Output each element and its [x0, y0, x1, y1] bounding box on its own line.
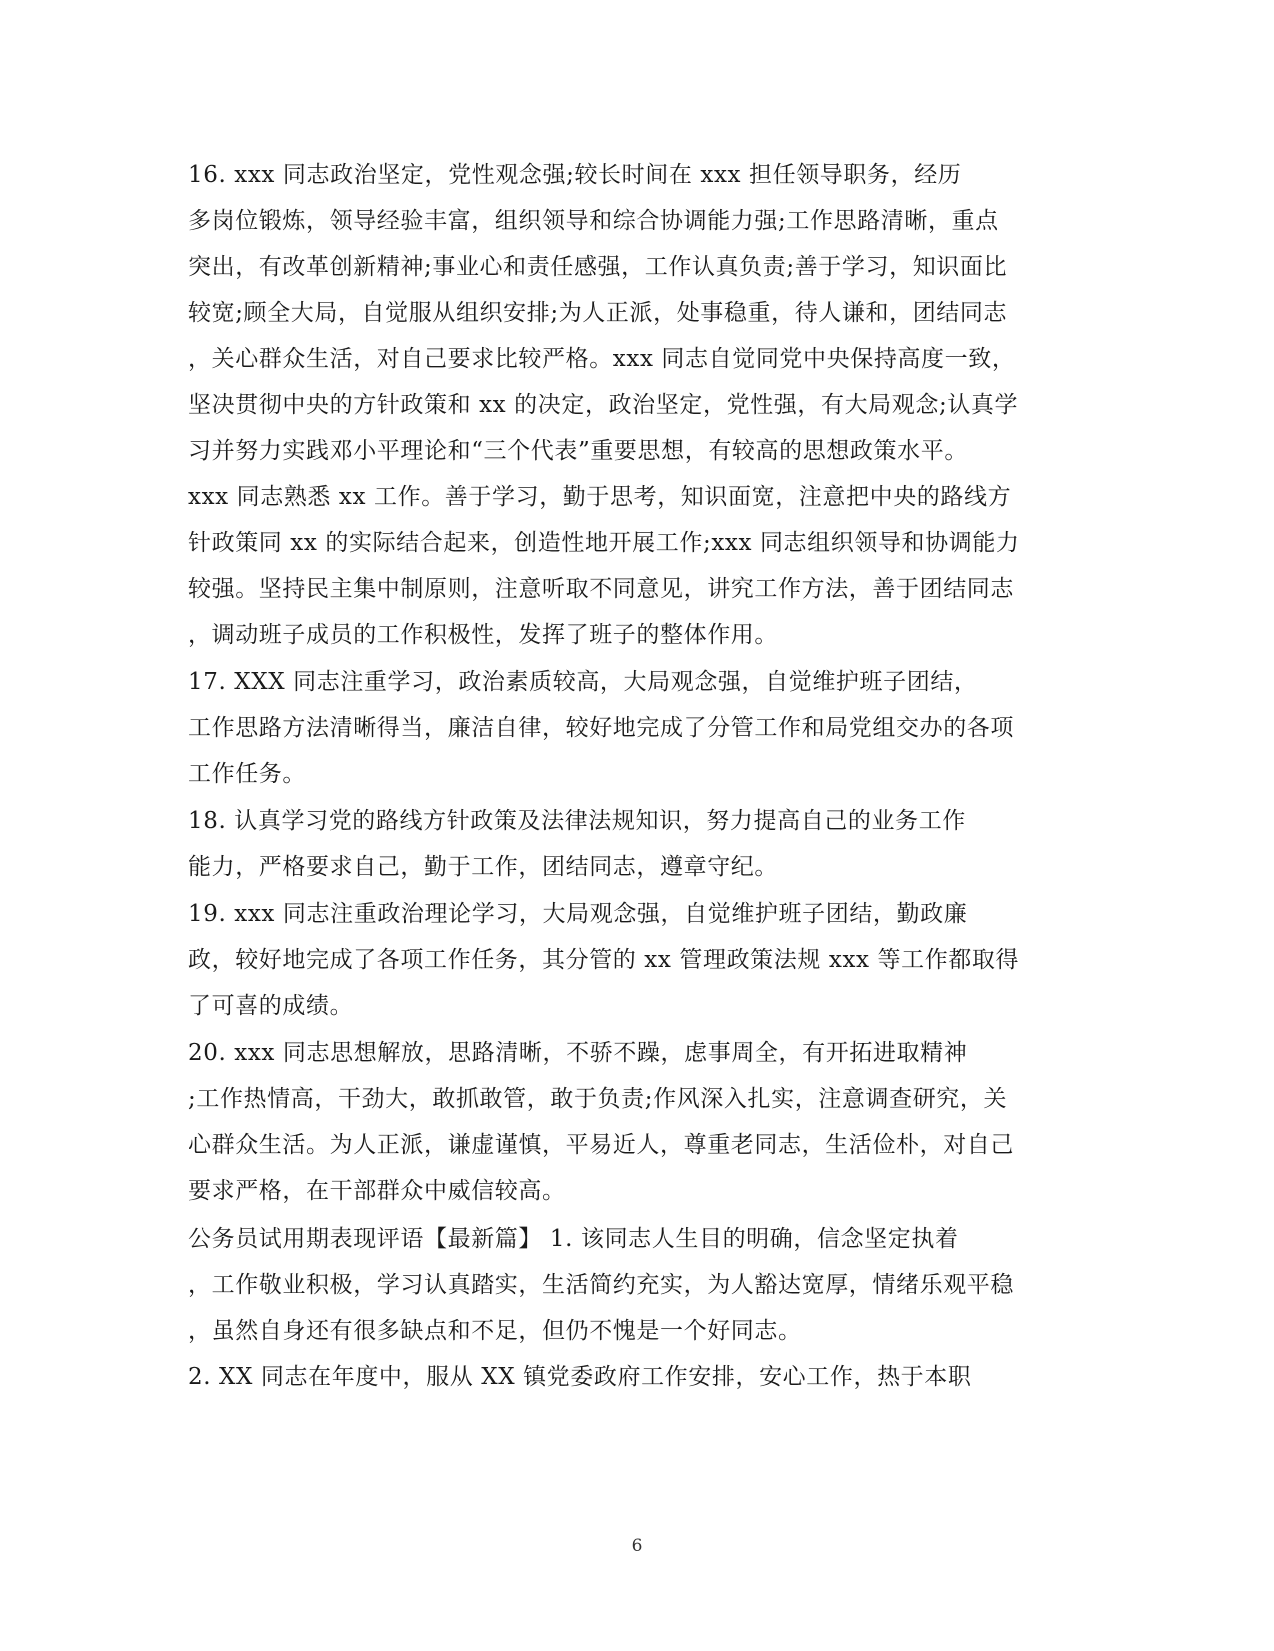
text-line: ;工作热情高，干劲大，敢抓敢管，敢于负责;作风深入扎实，注意调查研究，关	[188, 1086, 1008, 1112]
text-line: 19. xxx 同志注重政治理论学习，大局观念强，自觉维护班子团结，勤政廉	[188, 901, 968, 927]
text-line: 多岗位锻炼，领导经验丰富，组织领导和综合协调能力强;工作思路清晰，重点	[188, 208, 999, 234]
text-line: 能力，严格要求自己，勤于工作，团结同志，遵章守纪。	[188, 854, 778, 880]
text-line: 政，较好地完成了各项工作任务，其分管的 xx 管理政策法规 xxx 等工作都取得	[188, 947, 1020, 973]
text-line: 16. xxx 同志政治坚定，党性观念强;较长时间在 xxx 担任领导职务，经历	[188, 162, 962, 188]
text-line: ，虽然自身还有很多缺点和不足，但仍不愧是一个好同志。	[188, 1318, 802, 1344]
text-line: 了可喜的成绩。	[188, 993, 354, 1019]
text-line: 较强。坚持民主集中制原则，注意听取不同意见，讲究工作方法，善于团结同志	[188, 576, 1014, 602]
text-line: xxx 同志熟悉 xx 工作。善于学习，勤于思考，知识面宽，注意把中央的路线方	[188, 484, 1012, 510]
text-line: 18. 认真学习党的路线方针政策及法律法规知识，努力提高自己的业务工作	[188, 808, 966, 834]
text-line: 针政策同 xx 的实际结合起来，创造性地开展工作;xxx 同志组织领导和协调能力	[188, 530, 1020, 556]
text-line: 突出，有改革创新精神;事业心和责任感强，工作认真负责;善于学习，知识面比	[188, 254, 1008, 280]
text-line: 坚决贯彻中央的方针政策和 xx 的决定，政治坚定，党性强，有大局观念;认真学	[188, 392, 1019, 418]
text-line: ，工作敬业积极，学习认真踏实，生活简约充实，为人豁达宽厚，情绪乐观平稳	[188, 1272, 1014, 1298]
page-number: 6	[631, 1536, 643, 1556]
text-line: 心群众生活。为人正派，谦虚谨慎，平易近人，尊重老同志，生活俭朴，对自己	[188, 1132, 1014, 1158]
text-line: 工作思路方法清晰得当，廉洁自律，较好地完成了分管工作和局党组交办的各项	[188, 715, 1014, 741]
text-line: ，关心群众生活，对自己要求比较严格。xxx 同志自觉同党中央保持高度一致，	[188, 346, 1016, 372]
text-line: 要求严格，在干部群众中威信较高。	[188, 1178, 566, 1204]
text-line: ，调动班子成员的工作积极性，发挥了班子的整体作用。	[188, 622, 778, 648]
text-line: 较宽;顾全大局，自觉服从组织安排;为人正派，处事稳重，待人谦和，团结同志	[188, 300, 1008, 326]
text-line: 习并努力实践邓小平理论和“三个代表”重要思想，有较高的思想政策水平。	[188, 438, 968, 464]
text-line: 17. XXX 同志注重学习，政治素质较高，大局观念强，自觉维护班子团结，	[188, 669, 978, 695]
text-line: 2. XX 同志在年度中，服从 XX 镇党委政府工作安排，安心工作，热于本职	[188, 1364, 972, 1390]
text-line: 工作任务。	[188, 761, 306, 787]
text-line: 公务员试用期表现评语【最新篇】 1. 该同志人生目的明确，信念坚定执着	[188, 1226, 959, 1252]
text-line: 20. xxx 同志思想解放，思路清晰，不骄不躁，虑事周全，有开拓进取精神	[188, 1040, 968, 1066]
